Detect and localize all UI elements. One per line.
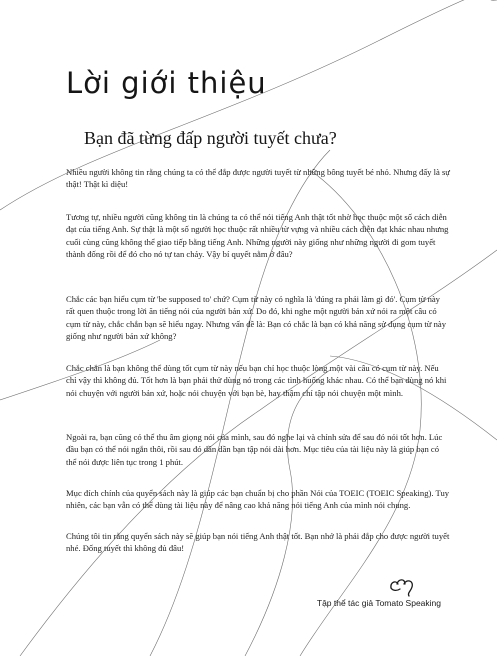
paragraph-5: Ngoài ra, bạn cũng có thể thu âm giọng nói của mình, sau đó nghe lại và chỉnh sửa để sau đó nói tốt hơn. Lúc đầu bạn có thể nói ngắn thôi, rồi sau đó dần dần bạn tập nói dài hơn. Mục tiêu của tài liệu này là giúp bạn có thể nói được liên tục trong 1 phút. — [66, 432, 443, 467]
page-title: Lời giới thiệu — [66, 66, 267, 100]
author-signature: Tập thể tác giả Tomato Speaking — [316, 598, 441, 608]
section-subtitle: Bạn đã từng đấp người tuyết chưa? — [84, 128, 337, 148]
paragraph-6: Mục đích chính của quyển sách này là giúp các bạn chuẩn bị cho phần Nói của TOEIC (TOEIC Speaking). Tuy nhiên, các bạn vẫn có thể dùng tài liệu này để nâng cao khả năng nói tiếng Anh của mình nói chung. — [66, 488, 450, 511]
tomato-signature-mark — [388, 576, 418, 598]
paragraph-1: Nhiều người không tin rằng chúng ta có thể đắp được người tuyết từ những bông tuyết bé nhỏ. Nhưng đấy là sự thật! Thật kì diệu! — [66, 167, 450, 190]
paragraph-4: Chắc chắn là bạn không thể dùng tốt cụm từ này nếu bạn chỉ học thuộc lòng một vài câu có cụm từ này. Nếu chỉ vậy thì không đủ. Tốt hơn là bạn phải thử dùng nó trong các tình huống khác nhau. Có thể bạn dùng nó khi nói chuyện với người bản xứ, hoặc nói chuyện với bạn bè, hay thậm chí tập nói chuyện một mình. — [66, 363, 447, 398]
paragraph-2: Tương tự, nhiều người cũng không tin là chúng ta có thể nói tiếng Anh thật tốt nhờ học thuộc một số cách diễn đạt của tiếng Anh. Sự thật là một số người học thuộc rất nhiều từ vựng và nhiều cách diễn đạt khác nhau nhưng cuối cùng cũng không thể giao tiếp bằng tiếng Anh. Những người này giống như những người đi gom tuyết thành đống rồi để đó cho nó tự tan chảy. Vậy bí quyết nằm ở đâu? — [66, 212, 449, 260]
paragraph-7: Chúng tôi tin rằng quyển sách này sẽ giúp bạn nói tiếng Anh thật tốt. Bạn nhớ là phải đắp cho được người tuyết nhé. Đống tuyết thì không đủ đâu! — [66, 531, 450, 554]
paragraph-3: Chắc các bạn hiểu cụm từ 'be supposed to' chứ? Cụm từ này có nghĩa là 'đúng ra phải làm gì đó'. Cụm từ này rất quen thuộc trong lời ăn tiếng nói của người bản xứ. Do đó, khi nghe một người bản xứ nói ra một câu có cụm từ này, chắc chắn bạn sẽ hiểu ngay. Nhưng vấn đề là: Bạn có chắc là bạn có khả năng sử dụng cụm từ này giống như người bản xứ không? — [66, 294, 446, 342]
